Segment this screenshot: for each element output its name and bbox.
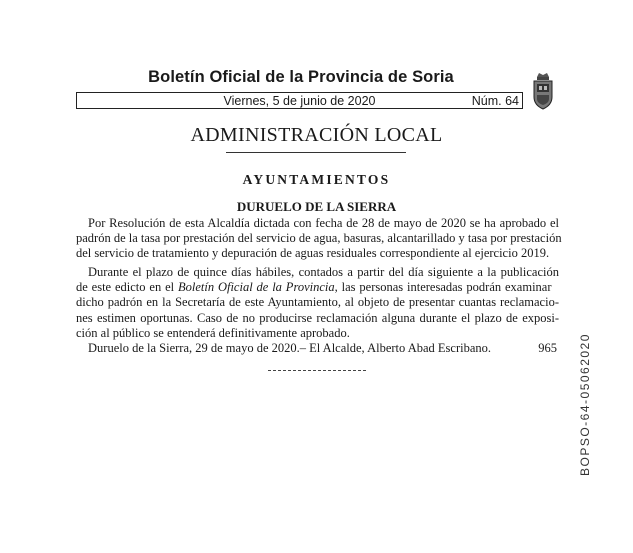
paragraph-line: padrón de la tasa por prestación del servicio de agua, basuras, alcantarillado y tasa por prestación bbox=[76, 231, 562, 246]
end-divider bbox=[268, 370, 366, 371]
section-divider bbox=[226, 152, 406, 153]
paragraph-line: ción al público se entenderá definitivamente aprobado. bbox=[76, 325, 350, 340]
edict-body bbox=[76, 216, 562, 356]
side-code: BOPSO-64-05062020 bbox=[578, 333, 592, 476]
coat-of-arms-icon bbox=[530, 71, 556, 111]
dateline-box bbox=[76, 92, 523, 109]
reference-number: 965 bbox=[538, 340, 557, 355]
subsection-title: AYUNTAMIENTOS bbox=[242, 172, 391, 187]
signature-text: Duruelo de la Sierra, 29 de mayo de 2020.– El Alcalde, Alberto Abad Escribano. bbox=[88, 340, 492, 355]
paragraph-line: del servicio de tratamiento y depuración de aguas residuales correspondiente al ejercicio 2019. bbox=[76, 246, 550, 261]
text-run: de este edicto en el bbox=[76, 280, 178, 295]
publication-name: Boletín Oficial de la Provincia bbox=[177, 280, 335, 295]
issue-date: Viernes, 5 de junio de 2020 bbox=[223, 94, 376, 108]
paragraph-line: Durante el plazo de quince días hábiles, contados a partir del día siguiente a la publicación bbox=[88, 265, 559, 280]
section-title: ADMINISTRACIÓN LOCAL bbox=[190, 124, 443, 146]
paragraph-line: dicho padrón en la Secretaría de este Ayuntamiento, al objeto de presentar cuantas reclamacio- bbox=[76, 295, 559, 310]
text-run: , las personas interesadas podrán examinar bbox=[334, 280, 552, 295]
paragraph-line: Por Resolución de esta Alcaldía dictada con fecha de 28 de mayo de 2020 se ha aprobado el bbox=[88, 216, 559, 230]
paragraph-line: nes estimen oportunas. Caso de no producirse reclamación alguna durante el plazo de exposi- bbox=[76, 310, 559, 325]
issue-number: Núm. 64 bbox=[471, 94, 519, 108]
paragraph-2 bbox=[76, 265, 559, 340]
signature-line bbox=[76, 341, 559, 356]
masthead-title: Boletín Oficial de la Provincia de Soria bbox=[148, 68, 454, 86]
paragraph-1 bbox=[76, 216, 562, 261]
paragraph-line bbox=[76, 280, 559, 295]
entity-title: DURUELO DE LA SIERRA bbox=[236, 199, 397, 214]
